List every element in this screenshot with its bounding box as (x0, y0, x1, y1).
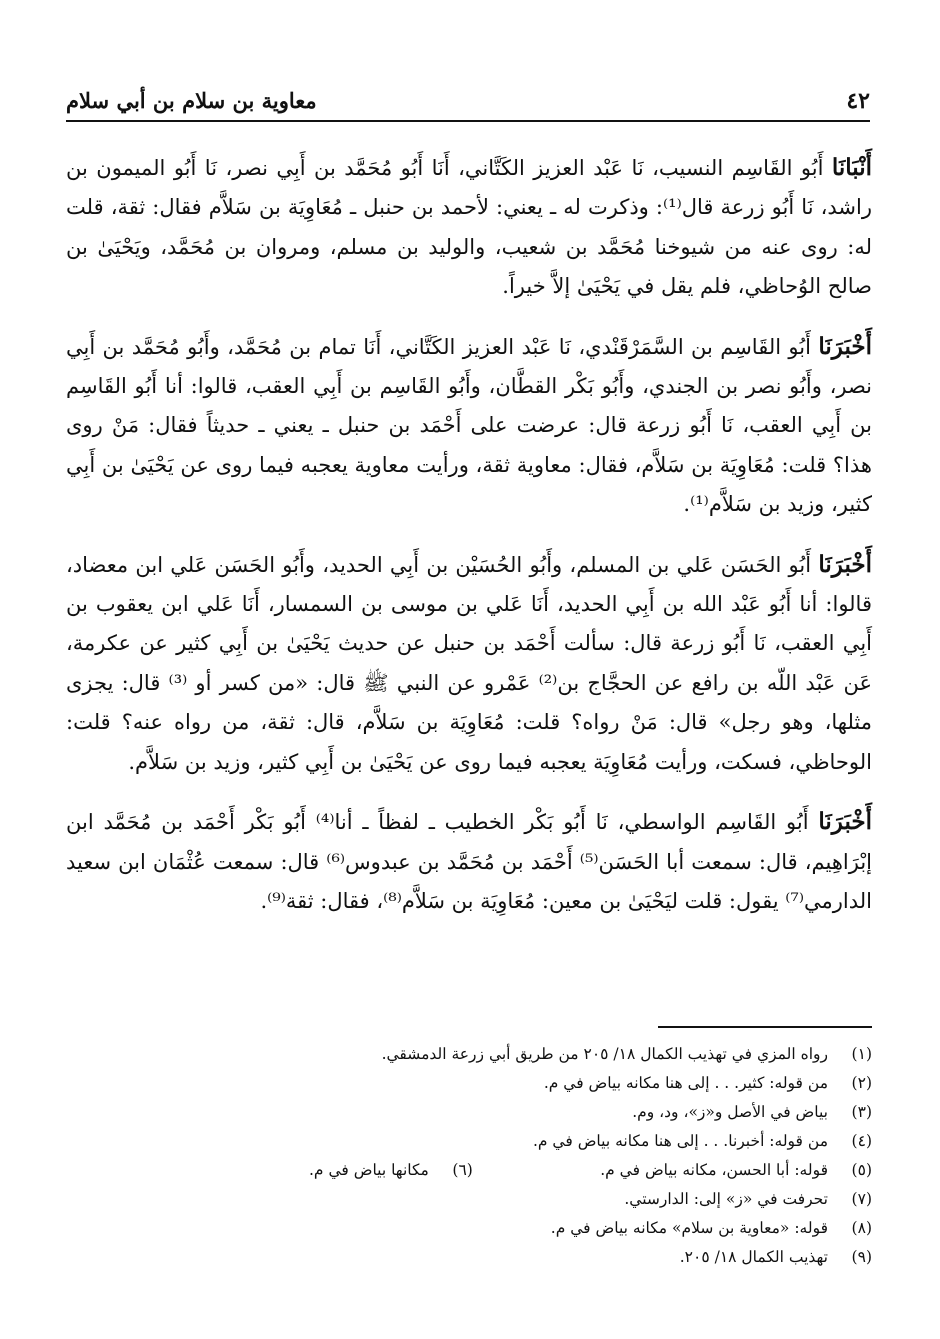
footnote (632, 1098, 872, 1127)
footnote-text: رواه المزي في تهذيب الكمال ١٨/ ٢٠٥ من طريق أبي زرعة الدمشقي. (381, 1045, 828, 1063)
footnote-number: (٧) (851, 1190, 872, 1208)
footnote-number: (٩) (851, 1248, 872, 1266)
footnote-number: (٥) (851, 1161, 872, 1179)
footnote (309, 1156, 473, 1185)
running-title: معاوية بن سلام بن أبي سلام (66, 88, 317, 113)
paragraph-lead-word: أَخْبَرَنَا (818, 332, 872, 360)
paragraph-lead-word: أَخْبَرَنَا (818, 808, 872, 836)
footnote-number: (١) (851, 1045, 872, 1063)
paragraph-text: أَبُو القَاسِم الواسطي، نَا أَبُو بَكْر الخطيب ـ لفظاً ـ أنا⁽⁴⁾ أَبُو بَكْر أَحْمَد بن مُحَمَّد ابن إبْرَاهِيم، قال: سمعت أبا الحَسَن⁽⁵⁾ أَحْمَد بن مُحَمَّد بن عبدوس⁽⁶⁾ قال: سمعت عُثْمَان ابن سعيد الدارمي⁽⁷⁾ يقول: قلت ليَحْيَىٰ بن معين: مُعَاوِيَة بن سَلاَّم⁽⁸⁾، فقال: ثقة⁽⁹⁾. (66, 810, 873, 913)
footnote-number: (٨) (851, 1219, 872, 1237)
footnote-text: بياض في الأصل و«ز»، ود، وم. (632, 1103, 828, 1121)
paragraph-text: أَبُو القَاسِم بن السَّمَرْقَنْدي، نَا عَبْد العزيز الكَتَّاني، أَنَا تمام بن مُحَمَّد، وأَبُو مُحَمَّد بن أَبِي نصر، وأَبُو نصر بن الجندي، وأَبُو بَكْر القطَّان، وأَبُو القَاسِم بن أَبِي العقب، قالوا: أنا أَبُو القَاسِم بن أَبِي العقب، نَا أَبُو زرعة قال: عرضت على أَحْمَد بن حنبل ـ يعني ـ حديثاً فقال: مَنْ روى هذا؟ قلت: مُعَاوِيَة بن سَلاَّم، فقال: معاوية ثقة، ورأيت معاوية يعجبه فيما روى عن يَحْيَىٰ بن أَبِي كثير، وزيد بن سَلاَّم⁽¹⁾. (66, 334, 872, 517)
footnote (680, 1243, 872, 1272)
paragraph (66, 148, 872, 307)
footnote-text: قوله: «معاوية بن سلام» مكانه بياض في م. (550, 1219, 828, 1237)
page-number: ٤٢ (846, 88, 870, 114)
footnote (624, 1185, 872, 1214)
paragraph-text: أَبُو القَاسِم النسيب، نَا عَبْد العزيز الكَتَّاني، أَنَا أَبُو مُحَمَّد بن أَبِي نصر، نَا أَبُو الميمون بن راشد، نَا أَبُو زرعة قال⁽¹⁾: وذكرت له ـ يعني: لأحمد بن حنبل ـ مُعَاوِيَة بن سَلاَّم فقال: ثقة، قلت له: روى عنه من شيوخنا مُحَمَّد بن شعيب، والوليد بن مسلم، ومروان بن مُحَمَّد، ويَحْيَىٰ بن صالح الوُحاظي، فلم يقل في يَحْيَىٰ إلاَّ خيراً. (66, 156, 872, 299)
footnote-separator (658, 1026, 872, 1028)
paragraph (66, 802, 872, 921)
footnote-number: (٢) (851, 1074, 872, 1092)
footnote (382, 1040, 872, 1069)
footnote-text: مكانها بياض في م. (309, 1161, 429, 1179)
footnote-number: (٤) (851, 1132, 872, 1150)
main-text (66, 148, 872, 941)
footnote (551, 1214, 872, 1243)
page-header (66, 80, 870, 122)
footnote-text: تهذيب الكمال ١٨/ ٢٠٥. (679, 1248, 828, 1266)
footnote-text: قوله: أبا الحسن، مكانه بياض في م. (600, 1161, 828, 1179)
paragraph (66, 545, 872, 782)
paragraph-lead-word: أَخْبَرَنَا (818, 550, 872, 578)
footnote-text: من قوله: كثير. . . إلى هنا مكانه بياض في م. (543, 1074, 828, 1092)
paragraph-lead-word: أَنْبَانَا (831, 154, 872, 181)
paragraph-text: أَبُو الحَسَن عَلي بن المسلم، وأَبُو الحُسَيْن بن أَبِي الحديد، وأَبُو الحَسَن عَلي ابن معضاد، قالوا: أنا أَبُو عَبْد الله بن أَبِي الحديد، أَنَا عَلي بن موسى بن السمسار، أَنَا عَلي ابن يعقوب بن أَبِي العقب، نَا أَبُو زرعة قال: سألت أَحْمَد بن حنبل عن حديث يَحْيَىٰ بن أَبِي كثير عن عكرمة، عَن عَبْد اللّه بن رافع عن الحجَّاج بن⁽²⁾ عَمْرو عن النبي ﷺ قال: «من كسر أو ⁽³⁾ قال: يجزى مثلها، وهو رجل» قال: مَنْ رواه؟ قلت: مُعَاوِيَة بن سَلاَّم، قال: ثقة، من رواه عنه؟ قلت: الوحاظي، فسكت، ورأيت مُعَاوِيَة يعجبه فيما روى عن يَحْيَىٰ بن أَبِي كثير، وزيد بن سَلاَّم. (66, 552, 873, 774)
footnote (533, 1127, 872, 1156)
footnote-number: (٦) (452, 1161, 473, 1179)
footnote (544, 1069, 872, 1098)
paragraph (66, 327, 872, 525)
footnote-text: تحرفت في «ز» إلى: الدارستي. (624, 1190, 828, 1208)
footnote (600, 1156, 872, 1185)
footnote-number: (٣) (851, 1103, 872, 1121)
footnote-text: من قوله: أخبرنا. . . إلى هنا مكانه بياض في م. (532, 1132, 828, 1150)
